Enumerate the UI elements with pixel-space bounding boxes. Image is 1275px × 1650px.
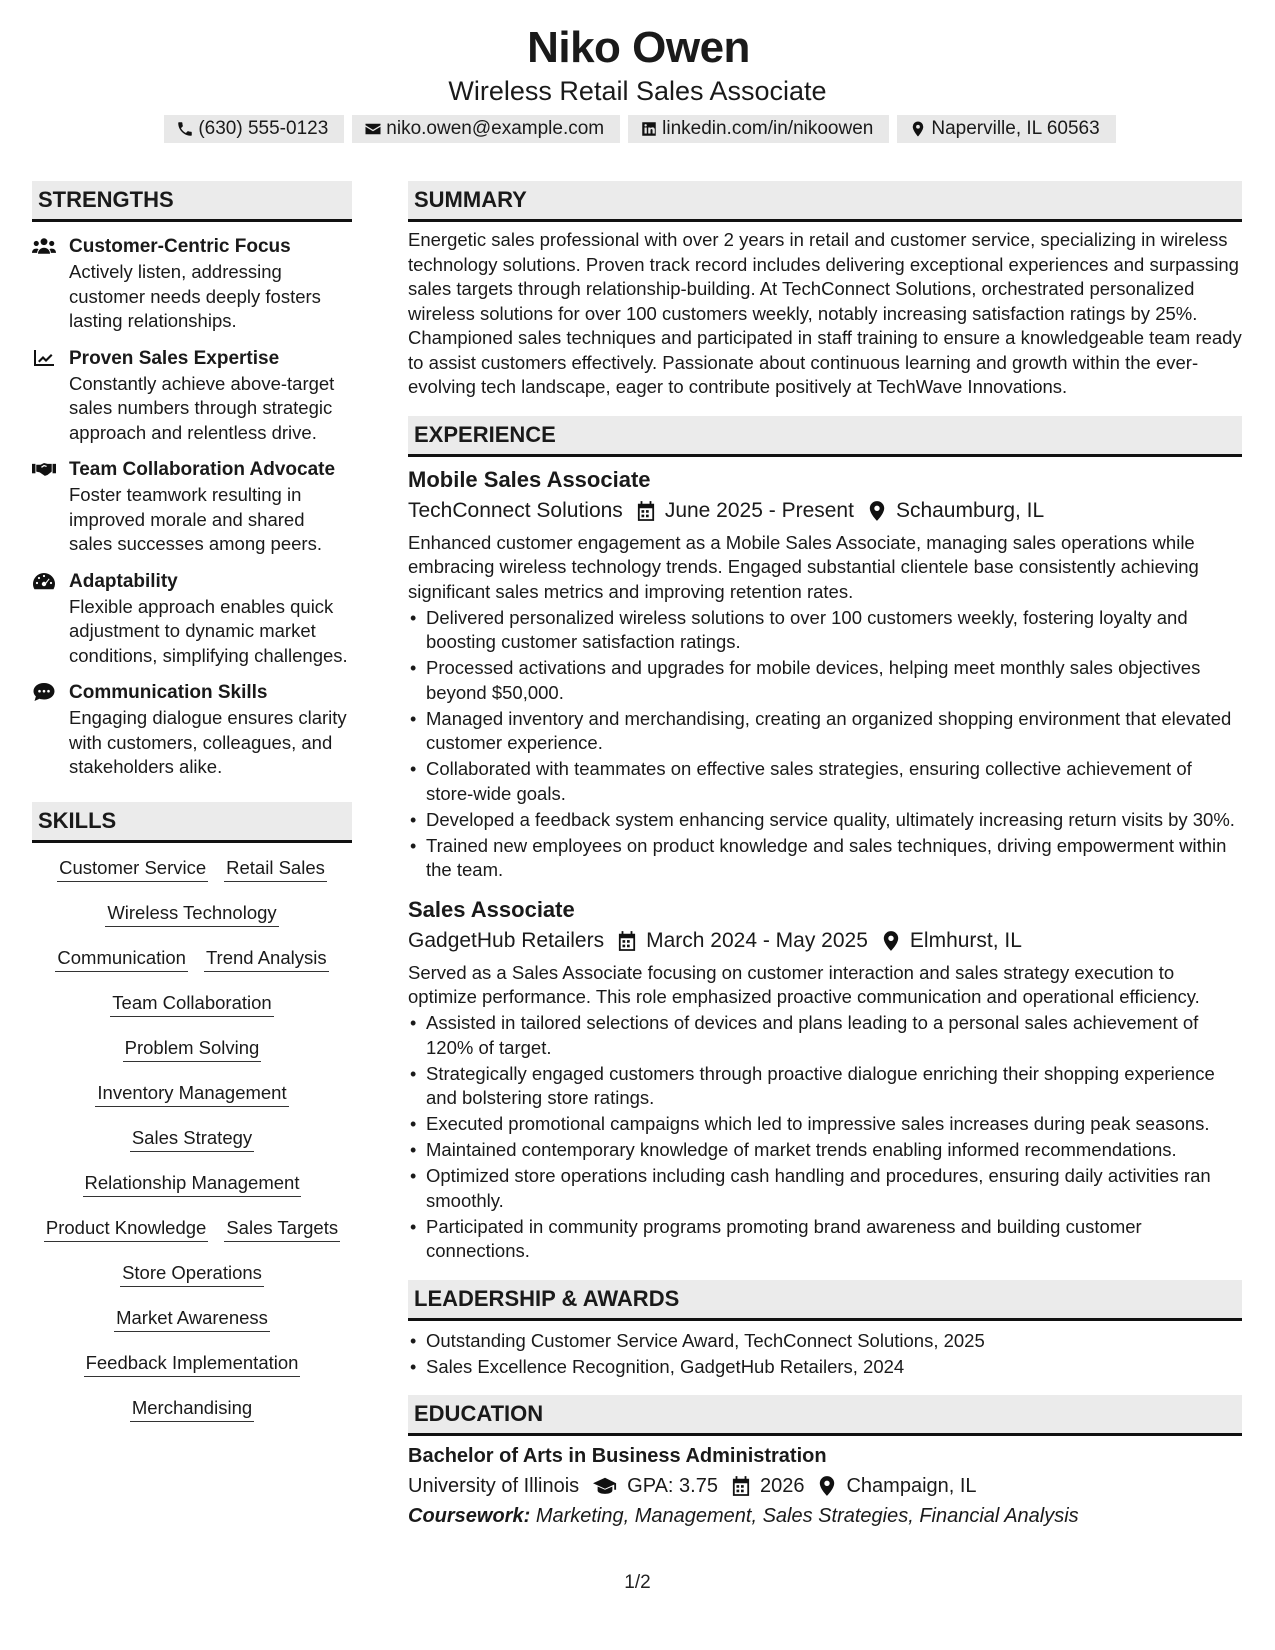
skill-tag: Product Knowledge bbox=[44, 1215, 208, 1242]
leadership-heading: LEADERSHIP & AWARDS bbox=[408, 1280, 1242, 1321]
bullet-item: • Assisted in tailored selections of devices and plans leading to a personal sales achievement of 120% of target. bbox=[408, 1011, 1242, 1060]
skill-tag: Communication bbox=[55, 945, 188, 972]
skill-tag: Problem Solving bbox=[123, 1035, 262, 1062]
coursework-label: Coursework: bbox=[408, 1505, 531, 1527]
bullet-item: • Managed inventory and merchandising, creating an organized shopping environment that elevated customer experience. bbox=[408, 707, 1242, 756]
education-heading: EDUCATION bbox=[408, 1395, 1242, 1436]
strength-desc: Foster teamwork resulting in improved morale and shared sales successes among peers. bbox=[69, 484, 322, 554]
resume-header bbox=[0, 22, 1275, 143]
skill-tag: Inventory Management bbox=[95, 1080, 288, 1107]
job-company: GadgetHub Retailers bbox=[408, 928, 605, 952]
bullet-item: • Trained new employees on product knowledge and sales techniques, driving empowerment within the team. bbox=[408, 834, 1242, 883]
strength-item bbox=[32, 234, 352, 334]
strength-item bbox=[32, 569, 352, 669]
strengths-list bbox=[32, 234, 352, 802]
strengths-heading: STRENGTHS bbox=[32, 181, 352, 222]
job-meta bbox=[408, 926, 1242, 956]
skill-tag: Sales Strategy bbox=[130, 1125, 254, 1152]
linkedin-icon bbox=[640, 120, 658, 138]
skill-tag: Customer Service bbox=[57, 855, 208, 882]
experience-heading: EXPERIENCE bbox=[408, 416, 1242, 457]
education-degree: Bachelor of Arts in Business Administration bbox=[408, 1445, 827, 1467]
bullet-item: • Collaborated with teammates on effective sales strategies, ensuring collective achievement of store-wide goals. bbox=[408, 757, 1242, 806]
candidate-name: Niko Owen bbox=[527, 23, 750, 72]
skill-tag: Merchandising bbox=[130, 1395, 254, 1422]
contact-linkedin[interactable] bbox=[628, 115, 889, 143]
left-column bbox=[32, 181, 352, 1438]
map-pin-icon bbox=[882, 931, 900, 951]
skill-tag: Team Collaboration bbox=[110, 990, 273, 1017]
skills-heading: SKILLS bbox=[32, 802, 352, 843]
graduation-cap-icon bbox=[593, 1476, 617, 1496]
skill-tag: Retail Sales bbox=[224, 855, 327, 882]
job-meta bbox=[408, 496, 1242, 526]
contact-bar bbox=[5, 115, 1275, 143]
map-pin-icon bbox=[909, 120, 927, 138]
calendar-icon bbox=[618, 931, 636, 951]
strength-title: Customer-Centric Focus bbox=[69, 236, 291, 257]
skill-tag: Store Operations bbox=[120, 1260, 264, 1287]
summary-heading: SUMMARY bbox=[408, 181, 1242, 222]
chat-icon bbox=[32, 682, 56, 702]
contact-phone-text: (630) 555-0123 bbox=[198, 118, 329, 139]
skill-tag: Market Awareness bbox=[114, 1305, 270, 1332]
bullet-item: • Developed a feedback system enhancing service quality, ultimately increasing return visits by 30%. bbox=[408, 808, 1242, 833]
contact-email-text: niko.owen@example.com bbox=[386, 118, 605, 139]
coursework bbox=[408, 1502, 1242, 1530]
phone-icon bbox=[176, 120, 194, 138]
page-number: 1/2 bbox=[624, 1572, 651, 1593]
award-item: • Sales Excellence Recognition, GadgetHub Retailers, 2024 bbox=[408, 1355, 1242, 1380]
strength-item bbox=[32, 457, 352, 557]
skills-list bbox=[32, 843, 352, 1438]
right-column bbox=[408, 181, 1242, 1530]
strength-desc: Constantly achieve above-target sales numbers through strategic approach and relentless drive. bbox=[69, 372, 335, 443]
summary-text: Energetic sales professional with over 2 years in retail and customer service, specializing in wireless technology solutions. Proven track record includes delivering exceptional experiences and surpassing sales targets through relationship-building. At TechConnect Solutions, orchestrated personalized wireless solutions for over 100 customers weekly, notably increasing satisfaction ratings by 25%. Championed sales techniques and participated in staff training to ensure a knowledgeable team ready to assist customers effectively. Passionate about continuous learning and growth within the ever-evolving tech landscape, eager to contribute positively at TechWave Innovations. bbox=[408, 229, 1242, 397]
contact-linkedin-text: linkedin.com/in/nikoowen bbox=[662, 118, 874, 139]
strength-desc: Engaging dialogue ensures clarity with customers, colleagues, and stakeholders alike. bbox=[69, 707, 347, 777]
map-pin-icon bbox=[868, 501, 886, 521]
contact-email[interactable] bbox=[352, 115, 620, 143]
job-dates: March 2024 - May 2025 bbox=[646, 928, 868, 952]
job-description: Enhanced customer engagement as a Mobile Sales Associate, managing sales operations while embracing wireless technology trends. Engaged substantial clientele base consistently achieving significant sales metrics and improving retention rates. bbox=[408, 531, 1199, 602]
education-location: Champaign, IL bbox=[846, 1475, 977, 1497]
job-bullets bbox=[408, 1011, 1242, 1264]
skill-tag: Trend Analysis bbox=[204, 945, 329, 972]
strength-title: Team Collaboration Advocate bbox=[69, 459, 336, 480]
strength-title: Communication Skills bbox=[69, 682, 268, 703]
calendar-icon bbox=[732, 1476, 750, 1496]
gauge-icon bbox=[32, 571, 56, 591]
envelope-icon bbox=[364, 120, 382, 138]
job-company: TechConnect Solutions bbox=[408, 498, 623, 522]
skill-tag: Sales Targets bbox=[224, 1215, 340, 1242]
strength-item bbox=[32, 346, 352, 446]
bullet-item: • Optimized store operations including cash handling and procedures, ensuring daily activities ran smoothly. bbox=[408, 1164, 1242, 1213]
job-title: Mobile Sales Associate bbox=[408, 466, 651, 492]
strength-desc: Actively listen, addressing customer needs deeply fosters lasting relationships. bbox=[69, 261, 321, 331]
education-gpa: GPA: 3.75 bbox=[627, 1475, 718, 1497]
bullet-item: • Strategically engaged customers through proactive dialogue enriching their shopping experience and bolstering store ratings. bbox=[408, 1062, 1242, 1111]
strength-item bbox=[32, 680, 352, 780]
job-location: Schaumburg, IL bbox=[895, 498, 1045, 522]
bullet-item: • Participated in community programs promoting brand awareness and building customer connections. bbox=[408, 1215, 1242, 1264]
education-year: 2026 bbox=[759, 1475, 805, 1497]
strength-title: Proven Sales Expertise bbox=[69, 347, 280, 369]
bullet-item: • Maintained contemporary knowledge of market trends enabling informed recommendations. bbox=[408, 1138, 1242, 1163]
bullet-item: • Delivered personalized wireless solutions to over 100 customers weekly, fostering loyalty and boosting customer satisfaction ratings. bbox=[408, 606, 1242, 655]
job-entry bbox=[408, 465, 1242, 883]
contact-location-text: Naperville, IL 60563 bbox=[931, 118, 1100, 139]
job-bullets bbox=[408, 606, 1242, 883]
job-description: Served as a Sales Associate focusing on customer interaction and sales strategy execution to optimize performance. This role emphasized proactive communication and operational efficiency. bbox=[408, 961, 1200, 1007]
skill-tag: Feedback Implementation bbox=[84, 1350, 301, 1377]
calendar-icon bbox=[637, 501, 655, 521]
bullet-item: • Executed promotional campaigns which led to impressive sales increases during peak seasons. bbox=[408, 1112, 1242, 1137]
education-meta bbox=[408, 1471, 1242, 1501]
candidate-title: Wireless Retail Sales Associate bbox=[448, 76, 827, 106]
job-dates: June 2025 - Present bbox=[664, 498, 854, 522]
handshake-icon bbox=[32, 459, 56, 479]
job-title: Sales Associate bbox=[408, 896, 575, 922]
bullet-item: • Processed activations and upgrades for mobile devices, helping meet monthly sales objectives beyond $50,000. bbox=[408, 656, 1242, 705]
education-school: University of Illinois bbox=[408, 1475, 580, 1497]
users-icon bbox=[32, 236, 56, 256]
award-item: • Outstanding Customer Service Award, TechConnect Solutions, 2025 bbox=[408, 1329, 1242, 1354]
skill-tag: Relationship Management bbox=[83, 1170, 302, 1197]
strength-desc: Flexible approach enables quick adjustment to dynamic market conditions, simplifying challenges. bbox=[69, 595, 348, 666]
chart-line-icon bbox=[32, 348, 56, 368]
skill-tag: Wireless Technology bbox=[105, 900, 278, 927]
contact-phone[interactable] bbox=[164, 115, 344, 143]
map-pin-icon bbox=[818, 1476, 836, 1496]
contact-location bbox=[897, 115, 1115, 143]
strength-title: Adaptability bbox=[69, 570, 178, 592]
awards-list bbox=[408, 1329, 1242, 1380]
job-location: Elmhurst, IL bbox=[909, 928, 1022, 952]
coursework-list: Marketing, Management, Sales Strategies, Financial Analysis bbox=[535, 1505, 1079, 1527]
job-entry bbox=[408, 895, 1242, 1264]
